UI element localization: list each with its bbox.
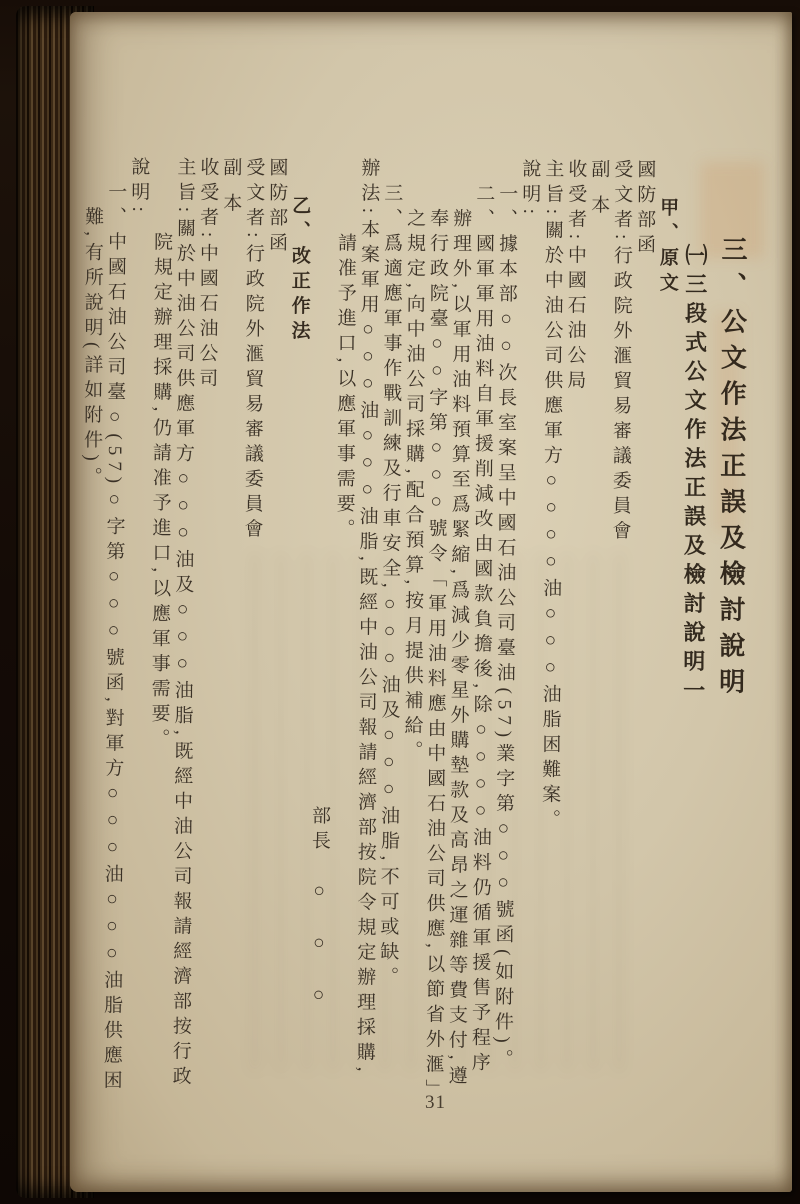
- copy-recipient-a: [560, 159, 611, 1099]
- explanation-item-b1: 一、中國石油公司臺○(57)○字第○○○號函,對軍方○○○油○○○油脂供應困難,有所說明(詳如附件)。: [80, 181, 127, 1095]
- copy-recipient-label: [564, 159, 610, 246]
- book-page: [70, 12, 792, 1192]
- explanation-item-a1: 一、據本部○○次長室案呈中國石油公司臺油(57)業字第○○○號函(如附件)。: [491, 183, 518, 1074]
- explanation-item-a2: 二、國軍軍用油料自軍援削減改由國款負擔後,除○○○○油料仍循軍援售予程序辦理外,以軍用油料預算至爲緊縮,爲減少零星外購墊款及高昂之運雜等費支付,遵奉行政院臺○○字第○○○號令「軍用油料應由中國石油公司供應,以節省外滙」之規定,向中油公司採購,配合預算,按月提供補給。: [401, 183, 495, 1095]
- subject-a: 主旨:關於中油公司供應軍方○○○○油○○○油脂困難案。: [538, 158, 564, 835]
- page-text: [77, 156, 753, 1100]
- copy-recipient-value-b: 中國石油公司: [196, 243, 219, 394]
- chapter-title: 三、公文作法正誤及檢討說明: [715, 235, 748, 704]
- recipient-b: 受文者:行政院外滙貿易審議委員會: [241, 157, 265, 544]
- sender-b: 國防部函: [265, 157, 288, 258]
- recipient-a: 受文者:行政院外滙貿易審議委員會: [609, 159, 633, 546]
- copy-label-bottom: 收受者:: [565, 158, 587, 246]
- explanation-label-b: 說明:: [128, 156, 150, 218]
- heading-original: 甲、原文: [656, 197, 679, 298]
- copy-recipient-b: [192, 157, 243, 1097]
- copy-label-top: 副 本: [588, 158, 610, 220]
- heading-corrected: 乙、改正作法: [288, 195, 311, 346]
- page-number: 31: [425, 1092, 446, 1113]
- copy-recipient-label-b: [196, 157, 242, 244]
- copy-recipient-value: 中國石油公局: [564, 245, 587, 396]
- explanation-item-a3: 三、爲適應軍事作戰訓練及行車安全,○○○油及○○○油脂,不可或缺。: [377, 182, 403, 992]
- method-a: 辦法:本案軍用○○○油○○○油脂,既經中油公司報請經濟部按院令規定辦理採購,請准予進口,以應軍事需要。: [333, 157, 380, 1078]
- explanation-label-a: 說明:: [519, 158, 541, 220]
- subject-b: 主旨:關於中油公司供應軍方○○○油及○○○油脂,既經中油公司報請經濟部按行政院規定辦理採購,仍請准予進口,以應軍事需要。: [148, 156, 196, 1091]
- signature-minister: 部長 ○ ○ ○: [307, 805, 331, 1012]
- copy-label-top-b: 副 本: [220, 156, 242, 218]
- copy-label-bottom-b: 收受者:: [197, 156, 219, 244]
- section-subtitle: ㈠三段式公文作法正誤及檢討說明一: [680, 243, 709, 708]
- sender-a: 國防部函: [633, 159, 656, 260]
